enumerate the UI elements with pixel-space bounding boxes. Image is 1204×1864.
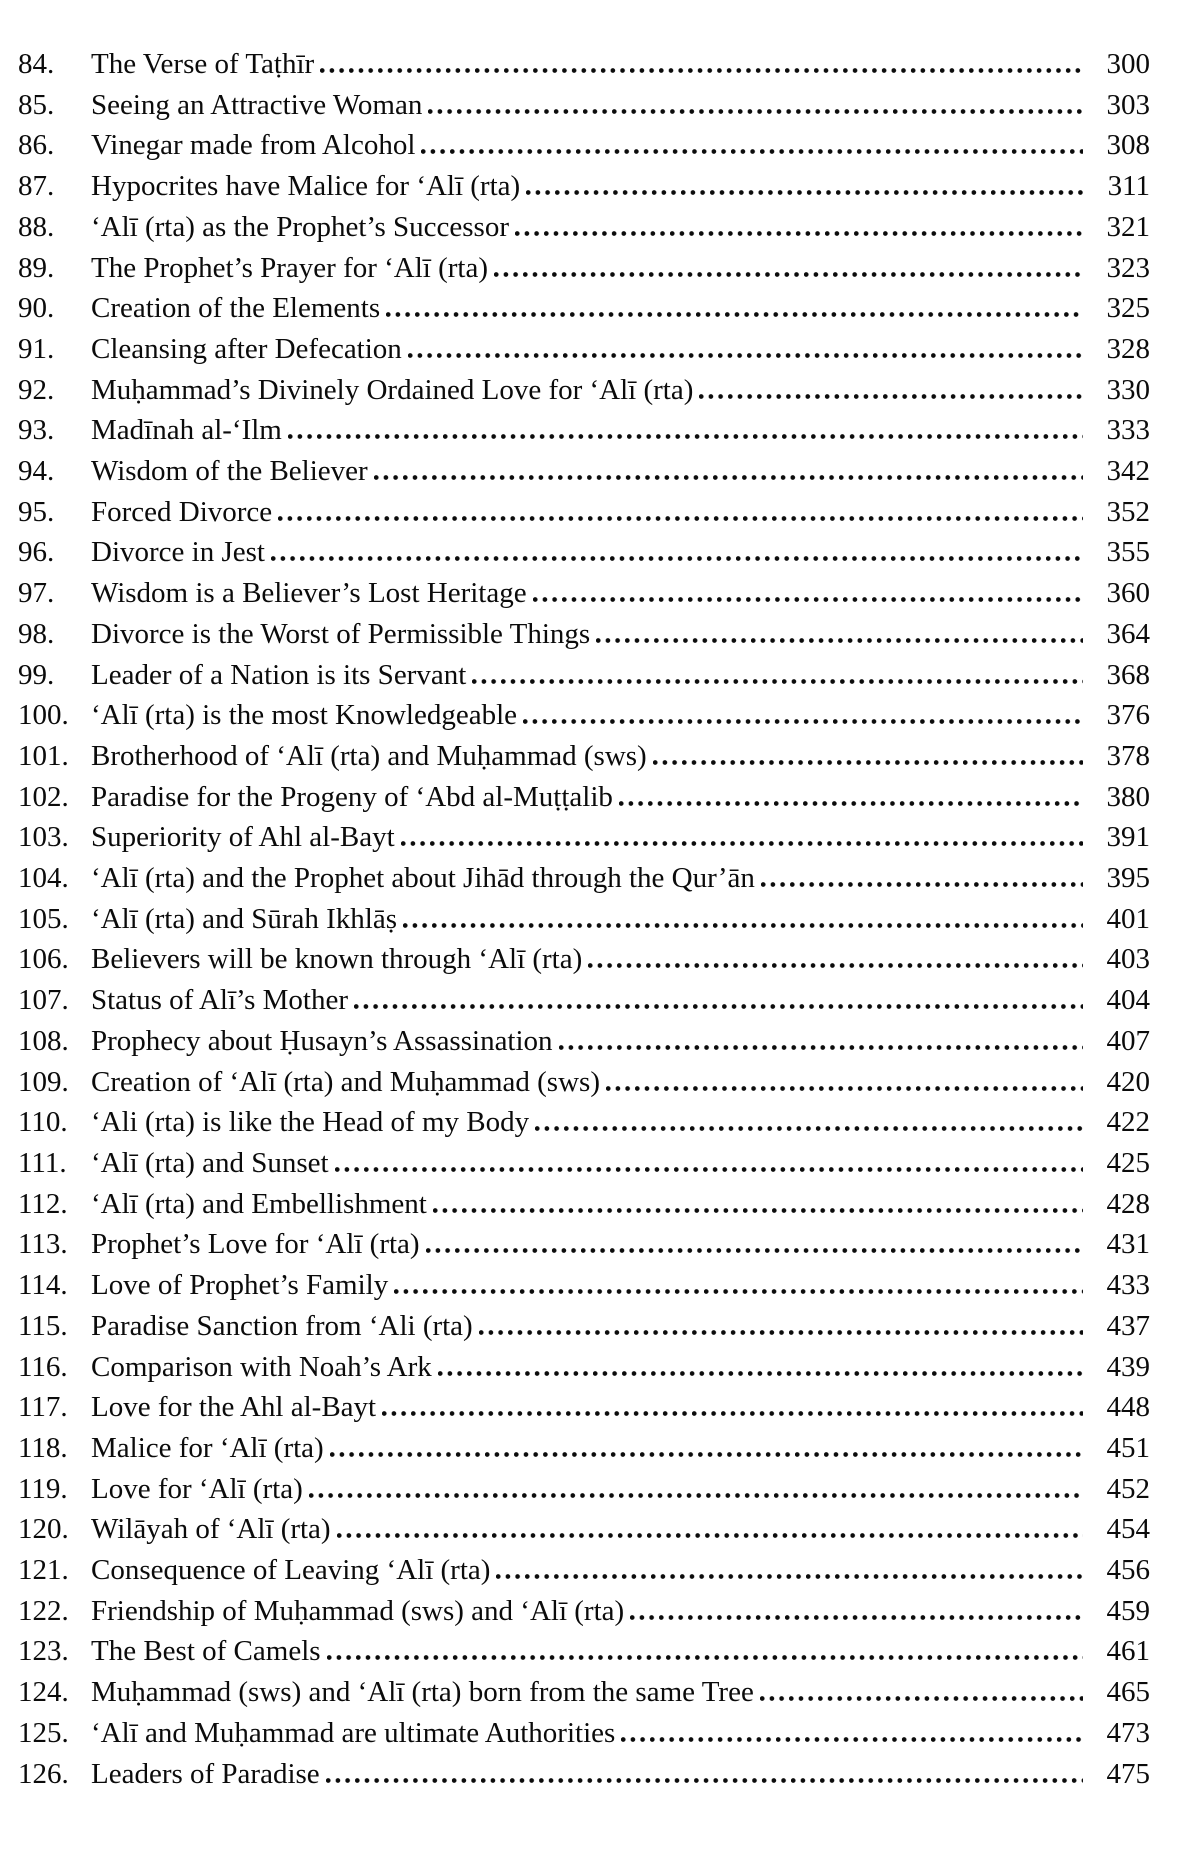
entry-title: Love for ‘Alī (rta) [91, 1472, 303, 1505]
toc-entry [18, 248, 1150, 289]
entry-title: Seeing an Attractive Woman [91, 88, 423, 121]
entry-title: Creation of the Elements [91, 292, 381, 325]
entry-title: ‘Alī (rta) and Sunset [91, 1146, 329, 1179]
entry-page-number: 437 [1106, 1309, 1150, 1342]
dot-leader [760, 1696, 1083, 1701]
entry-page-number: 364 [1106, 617, 1150, 650]
entry-number: 88. [18, 210, 55, 243]
entry-page-number: 308 [1106, 129, 1150, 162]
entry-number: 93. [18, 414, 55, 447]
entry-page-number: 360 [1106, 577, 1150, 610]
entry-title: ‘Alī (rta) and the Prophet about Jihād through the Qur’ān [91, 862, 755, 895]
entry-page-number: 403 [1106, 943, 1150, 976]
dot-leader [596, 638, 1083, 643]
entry-number: 113. [18, 1228, 68, 1261]
entry-number: 118. [18, 1431, 68, 1464]
dot-leader [533, 597, 1083, 602]
toc-entry [18, 44, 1150, 85]
entry-number: 99. [18, 658, 55, 691]
dot-leader [472, 679, 1083, 684]
entry-number: 102. [18, 780, 69, 813]
dot-leader [374, 475, 1083, 480]
toc-entry [18, 655, 1150, 696]
entry-title: Vinegar made from Alcohol [91, 129, 416, 162]
entry-page-number: 407 [1106, 1024, 1150, 1057]
entry-page-number: 465 [1106, 1676, 1150, 1709]
entry-title: The Best of Camels [91, 1635, 321, 1668]
entry-number: 92. [18, 373, 55, 406]
toc-entry [18, 939, 1150, 980]
toc-entry [18, 125, 1150, 166]
toc-entry [18, 1021, 1150, 1062]
toc-entry [18, 1306, 1150, 1347]
entry-page-number: 328 [1106, 332, 1150, 365]
entry-page-number: 422 [1106, 1106, 1150, 1139]
dot-leader [535, 1126, 1083, 1131]
toc-entry [18, 817, 1150, 858]
dot-leader [523, 719, 1083, 724]
toc-entry [18, 85, 1150, 126]
entry-title: Prophet’s Love for ‘Alī (rta) [91, 1228, 420, 1261]
entry-page-number: 461 [1106, 1635, 1150, 1668]
entry-title: ‘Ali (rta) is like the Head of my Body [91, 1106, 530, 1139]
toc-entry [18, 370, 1150, 411]
dot-leader [288, 434, 1083, 439]
entry-number: 100. [18, 699, 69, 732]
toc-entry [18, 1143, 1150, 1184]
toc-list [18, 44, 1150, 1794]
toc-entry [18, 1347, 1150, 1388]
entry-title: Believers will be known through ‘Alī (rta) [91, 943, 583, 976]
entry-page-number: 321 [1106, 210, 1150, 243]
dot-leader [761, 882, 1083, 887]
toc-entry [18, 736, 1150, 777]
entry-title: The Prophet’s Prayer for ‘Alī (rta) [91, 251, 489, 284]
entry-number: 110. [18, 1106, 68, 1139]
toc-entry [18, 1387, 1150, 1428]
dot-leader [438, 1371, 1083, 1376]
entry-title: Forced Divorce [91, 495, 273, 528]
toc-entry [18, 288, 1150, 329]
entry-page-number: 448 [1106, 1391, 1150, 1424]
toc-entry [18, 1713, 1150, 1754]
entry-page-number: 428 [1106, 1187, 1150, 1220]
entry-page-number: 439 [1106, 1350, 1150, 1383]
dot-leader [337, 1533, 1083, 1538]
dot-leader [606, 1086, 1083, 1091]
entry-page-number: 352 [1106, 495, 1150, 528]
toc-entry [18, 532, 1150, 573]
dot-leader [494, 272, 1083, 277]
entry-page-number: 300 [1106, 48, 1150, 80]
entry-title: Paradise Sanction from ‘Ali (rta) [91, 1309, 473, 1342]
entry-number: 108. [18, 1024, 69, 1057]
dot-leader [559, 1045, 1083, 1050]
entry-number: 120. [18, 1513, 69, 1546]
entry-page-number: 330 [1106, 373, 1150, 406]
entry-title: Prophecy about Ḥusayn’s Assassination [91, 1024, 553, 1057]
entry-title: ‘Alī (rta) is the most Knowledgeable [91, 699, 518, 732]
dot-leader [479, 1330, 1083, 1335]
entry-page-number: 380 [1106, 780, 1150, 813]
entry-number: 109. [18, 1065, 69, 1098]
dot-leader [421, 149, 1083, 154]
entry-title: Cleansing after Defecation [91, 332, 402, 365]
entry-number: 105. [18, 902, 69, 935]
entry-page-number: 355 [1106, 536, 1150, 569]
entry-title: Creation of ‘Alī (rta) and Muḥammad (sws) [91, 1065, 600, 1098]
dot-leader [630, 1615, 1083, 1620]
entry-title: Comparison with Noah’s Ark [91, 1350, 432, 1383]
entry-number: 95. [18, 495, 55, 528]
entry-number: 124. [18, 1676, 69, 1709]
dot-leader [386, 312, 1083, 317]
entry-title: Muḥammad (sws) and ‘Alī (rta) born from the same Tree [91, 1676, 754, 1709]
toc-entry [18, 858, 1150, 899]
entry-page-number: 323 [1106, 251, 1150, 284]
toc-entry [18, 614, 1150, 655]
dot-leader [401, 841, 1083, 846]
entry-page-number: 452 [1106, 1472, 1150, 1505]
entry-title: Wilāyah of ‘Alī (rta) [91, 1513, 331, 1546]
toc-entry [18, 899, 1150, 940]
entry-page-number: 456 [1106, 1554, 1150, 1587]
toc-entry [18, 980, 1150, 1021]
dot-leader [335, 1167, 1083, 1172]
entry-page-number: 342 [1106, 455, 1150, 488]
dot-leader [327, 1655, 1083, 1660]
dot-leader [621, 1737, 1083, 1742]
entry-number: 114. [18, 1269, 68, 1302]
toc-entry [18, 777, 1150, 818]
entry-number: 91. [18, 332, 55, 365]
entry-page-number: 454 [1106, 1513, 1150, 1546]
entry-title: ‘Alī (rta) and Embellishment [91, 1187, 427, 1220]
entry-number: 106. [18, 943, 69, 976]
entry-number: 122. [18, 1594, 69, 1627]
dot-leader [433, 1208, 1083, 1213]
entry-number: 103. [18, 821, 69, 854]
entry-title: Divorce is the Worst of Permissible Things [91, 617, 591, 650]
dot-leader [271, 556, 1083, 561]
entry-number: 115. [18, 1309, 68, 1342]
toc-entry [18, 695, 1150, 736]
dot-leader [699, 394, 1083, 399]
entry-title: ‘Alī (rta) as the Prophet’s Successor [91, 210, 509, 243]
toc-entry [18, 1591, 1150, 1632]
entry-title: Malice for ‘Alī (rta) [91, 1431, 324, 1464]
entry-number: 123. [18, 1635, 69, 1668]
toc-entry [18, 1184, 1150, 1225]
entry-title: Madīnah al-‘Ilm [91, 414, 282, 447]
entry-title: ‘Alī (rta) and Sūrah Ikhlāṣ [91, 902, 398, 935]
entry-page-number: 395 [1106, 862, 1150, 895]
entry-title: ‘Alī and Muḥammad are ultimate Authorities [91, 1716, 616, 1749]
dot-leader [426, 1248, 1083, 1253]
entry-page-number: 311 [1107, 170, 1150, 203]
entry-page-number: 433 [1106, 1269, 1150, 1302]
dot-leader [408, 353, 1083, 358]
toc-entry [18, 166, 1150, 207]
entry-number: 84. [18, 48, 55, 80]
toc-entry [18, 329, 1150, 370]
toc-entry [18, 410, 1150, 451]
dot-leader [382, 1411, 1083, 1416]
entry-number: 125. [18, 1716, 69, 1749]
entry-number: 89. [18, 251, 55, 284]
entry-number: 96. [18, 536, 55, 569]
dot-leader [653, 760, 1083, 765]
toc-entry [18, 1265, 1150, 1306]
entry-title: Love for the Ahl al-Bayt [91, 1391, 377, 1424]
dot-leader [526, 190, 1083, 195]
entry-number: 112. [18, 1187, 68, 1220]
entry-number: 90. [18, 292, 55, 325]
entry-page-number: 459 [1106, 1594, 1150, 1627]
entry-title: Leader of a Nation is its Servant [91, 658, 467, 691]
entry-title: Muḥammad’s Divinely Ordained Love for ‘Alī (rta) [91, 373, 694, 406]
entry-title: Love of Prophet’s Family [91, 1269, 389, 1302]
entry-page-number: 401 [1106, 902, 1150, 935]
entry-page-number: 325 [1106, 292, 1150, 325]
entry-number: 85. [18, 88, 55, 121]
dot-leader [326, 1778, 1083, 1783]
dot-leader [496, 1574, 1083, 1579]
entry-title: Wisdom of the Believer [91, 455, 368, 488]
toc-entry [18, 451, 1150, 492]
toc-entry [18, 207, 1150, 248]
entry-page-number: 368 [1106, 658, 1150, 691]
entry-number: 94. [18, 455, 55, 488]
entry-page-number: 378 [1106, 739, 1150, 772]
entry-title: Brotherhood of ‘Alī (rta) and Muḥammad (sws) [91, 739, 647, 772]
toc-entry [18, 1631, 1150, 1672]
entry-number: 87. [18, 170, 55, 203]
entry-page-number: 404 [1106, 984, 1150, 1017]
entry-title: Friendship of Muḥammad (sws) and ‘Alī (rta) [91, 1594, 625, 1627]
entry-number: 126. [18, 1757, 69, 1790]
entry-number: 117. [18, 1391, 68, 1424]
entry-page-number: 376 [1106, 699, 1150, 732]
dot-leader [278, 516, 1083, 521]
entry-title: Hypocrites have Malice for ‘Alī (rta) [91, 170, 521, 203]
entry-page-number: 431 [1106, 1228, 1150, 1261]
entry-number: 119. [18, 1472, 68, 1505]
entry-number: 116. [18, 1350, 68, 1383]
entry-number: 111. [18, 1146, 67, 1179]
toc-entry [18, 1754, 1150, 1795]
entry-title: Status of Alī’s Mother [91, 984, 348, 1017]
entry-page-number: 425 [1106, 1146, 1150, 1179]
entry-page-number: 451 [1106, 1431, 1150, 1464]
entry-title: Consequence of Leaving ‘Alī (rta) [91, 1554, 491, 1587]
dot-leader [330, 1452, 1083, 1457]
entry-number: 107. [18, 984, 69, 1017]
toc-entry [18, 1224, 1150, 1265]
entry-number: 101. [18, 739, 69, 772]
dot-leader [588, 963, 1083, 968]
entry-page-number: 333 [1106, 414, 1150, 447]
entry-page-number: 473 [1106, 1716, 1150, 1749]
toc-entry [18, 1550, 1150, 1591]
entry-page-number: 420 [1106, 1065, 1150, 1098]
entry-number: 97. [18, 577, 55, 610]
toc-entry [18, 1102, 1150, 1143]
entry-title: The Verse of Taṭhīr [91, 48, 315, 80]
entry-number: 98. [18, 617, 55, 650]
entry-title: Paradise for the Progeny of ‘Abd al-Muṭṭalib [91, 780, 613, 813]
entry-title: Divorce in Jest [91, 536, 265, 569]
toc-entry [18, 1672, 1150, 1713]
entry-number: 104. [18, 862, 69, 895]
entry-title: Superiority of Ahl al-Bayt [91, 821, 395, 854]
dot-leader [619, 801, 1083, 806]
toc-entry [18, 1509, 1150, 1550]
entry-page-number: 303 [1106, 88, 1150, 121]
entry-number: 86. [18, 129, 55, 162]
dot-leader [309, 1493, 1083, 1498]
toc-entry [18, 1469, 1150, 1510]
dot-leader [320, 68, 1083, 73]
entry-title: Wisdom is a Believer’s Lost Heritage [91, 577, 527, 610]
dot-leader [403, 923, 1083, 928]
toc-entry [18, 1428, 1150, 1469]
dot-leader [354, 1004, 1083, 1009]
dot-leader [428, 109, 1083, 114]
entry-page-number: 391 [1106, 821, 1150, 854]
entry-page-number: 475 [1106, 1757, 1150, 1790]
entry-number: 121. [18, 1554, 69, 1587]
toc-entry [18, 1062, 1150, 1103]
entry-title: Leaders of Paradise [91, 1757, 320, 1790]
dot-leader [394, 1289, 1083, 1294]
toc-entry [18, 573, 1150, 614]
toc-entry [18, 492, 1150, 533]
dot-leader [515, 231, 1083, 236]
